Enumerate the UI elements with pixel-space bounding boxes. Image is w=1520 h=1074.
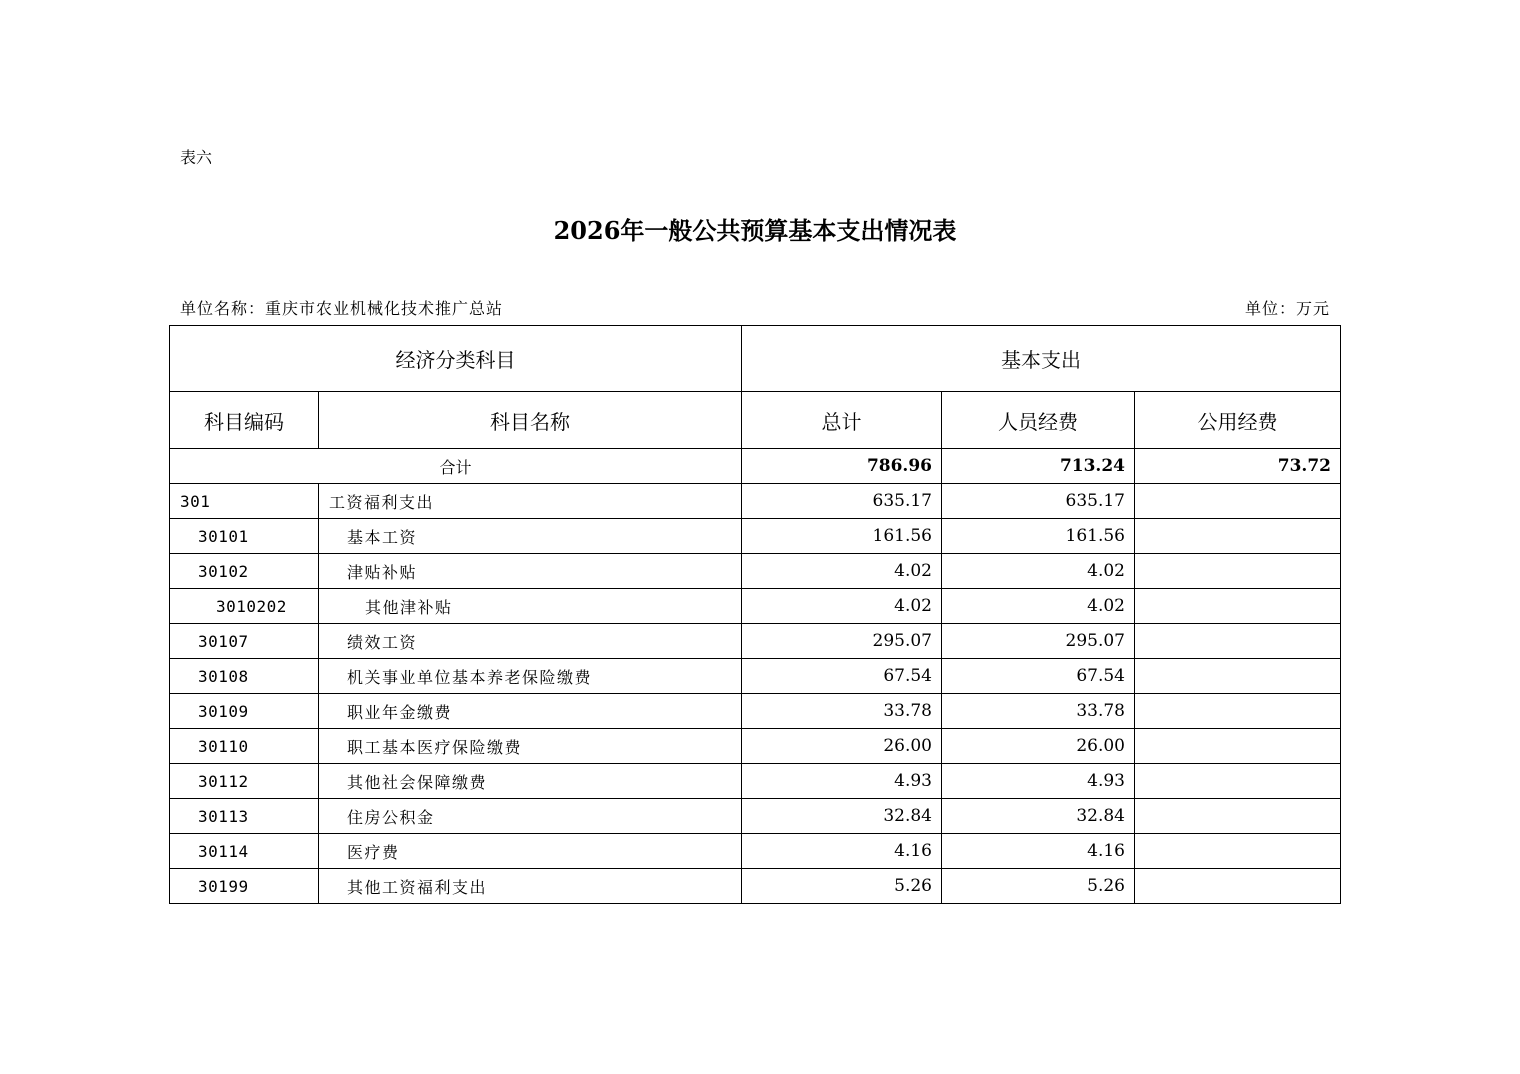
cell-code: 3010202 bbox=[170, 589, 319, 624]
cell-name: 基本工资 bbox=[319, 519, 742, 554]
header-total: 总计 bbox=[742, 392, 942, 449]
cell-name: 医疗费 bbox=[319, 834, 742, 869]
cell-name: 机关事业单位基本养老保险缴费 bbox=[319, 659, 742, 694]
cell-code: 30110 bbox=[170, 729, 319, 764]
cell-code: 30113 bbox=[170, 799, 319, 834]
cell-total: 67.54 bbox=[742, 659, 942, 694]
cell-public bbox=[1135, 799, 1341, 834]
cell-name: 绩效工资 bbox=[319, 624, 742, 659]
cell-total: 33.78 bbox=[742, 694, 942, 729]
total-public: 73.72 bbox=[1135, 449, 1341, 484]
cell-personnel: 26.00 bbox=[942, 729, 1135, 764]
cell-code: 30102 bbox=[170, 554, 319, 589]
cell-personnel: 67.54 bbox=[942, 659, 1135, 694]
cell-name: 职业年金缴费 bbox=[319, 694, 742, 729]
cell-public bbox=[1135, 834, 1341, 869]
cell-total: 161.56 bbox=[742, 519, 942, 554]
total-label: 合计 bbox=[170, 449, 742, 484]
cell-public bbox=[1135, 694, 1341, 729]
cell-name: 其他社会保障缴费 bbox=[319, 764, 742, 799]
cell-code: 30114 bbox=[170, 834, 319, 869]
header-basic-expenditure: 基本支出 bbox=[742, 326, 1341, 392]
header-row-group bbox=[170, 326, 1341, 392]
cell-code: 30112 bbox=[170, 764, 319, 799]
cell-name: 津贴补贴 bbox=[319, 554, 742, 589]
cell-public bbox=[1135, 624, 1341, 659]
page-title: 2026年一般公共预算基本支出情况表 bbox=[553, 216, 957, 245]
table-row bbox=[170, 554, 1341, 589]
header-public: 公用经费 bbox=[1135, 392, 1341, 449]
header-row-columns bbox=[170, 392, 1341, 449]
cell-public bbox=[1135, 659, 1341, 694]
cell-public bbox=[1135, 519, 1341, 554]
cell-personnel: 4.16 bbox=[942, 834, 1135, 869]
table-label: 表六 bbox=[180, 148, 213, 167]
cell-code: 30199 bbox=[170, 869, 319, 904]
cell-total: 4.02 bbox=[742, 554, 942, 589]
cell-personnel: 5.26 bbox=[942, 869, 1135, 904]
cell-name: 职工基本医疗保险缴费 bbox=[319, 729, 742, 764]
table-row bbox=[170, 624, 1341, 659]
table-row bbox=[170, 764, 1341, 799]
cell-total: 5.26 bbox=[742, 869, 942, 904]
total-row bbox=[170, 449, 1341, 484]
unit-name: 单位名称：重庆市农业机械化技术推广总站 bbox=[180, 299, 504, 318]
table-row bbox=[170, 799, 1341, 834]
header-personnel: 人员经费 bbox=[942, 392, 1135, 449]
cell-total: 4.02 bbox=[742, 589, 942, 624]
cell-public bbox=[1135, 729, 1341, 764]
cell-public bbox=[1135, 554, 1341, 589]
table-row bbox=[170, 484, 1341, 519]
cell-code: 301 bbox=[170, 484, 319, 519]
cell-total: 295.07 bbox=[742, 624, 942, 659]
cell-personnel: 32.84 bbox=[942, 799, 1135, 834]
table-row bbox=[170, 694, 1341, 729]
budget-table bbox=[169, 325, 1341, 904]
cell-personnel: 4.93 bbox=[942, 764, 1135, 799]
cell-total: 26.00 bbox=[742, 729, 942, 764]
cell-name: 其他津补贴 bbox=[319, 589, 742, 624]
cell-personnel: 33.78 bbox=[942, 694, 1135, 729]
cell-total: 32.84 bbox=[742, 799, 942, 834]
header-name: 科目名称 bbox=[319, 392, 742, 449]
table-row bbox=[170, 834, 1341, 869]
header-economic-category: 经济分类科目 bbox=[170, 326, 742, 392]
cell-name: 工资福利支出 bbox=[319, 484, 742, 519]
cell-public bbox=[1135, 484, 1341, 519]
cell-total: 4.93 bbox=[742, 764, 942, 799]
cell-total: 4.16 bbox=[742, 834, 942, 869]
cell-name: 其他工资福利支出 bbox=[319, 869, 742, 904]
cell-total: 635.17 bbox=[742, 484, 942, 519]
table-row bbox=[170, 519, 1341, 554]
table-row bbox=[170, 659, 1341, 694]
table-row bbox=[170, 589, 1341, 624]
table-row bbox=[170, 729, 1341, 764]
header-code: 科目编码 bbox=[170, 392, 319, 449]
table-row bbox=[170, 869, 1341, 904]
total-personnel: 713.24 bbox=[942, 449, 1135, 484]
cell-personnel: 295.07 bbox=[942, 624, 1135, 659]
total-total: 786.96 bbox=[742, 449, 942, 484]
cell-personnel: 4.02 bbox=[942, 589, 1135, 624]
cell-code: 30107 bbox=[170, 624, 319, 659]
cell-code: 30101 bbox=[170, 519, 319, 554]
cell-personnel: 4.02 bbox=[942, 554, 1135, 589]
cell-personnel: 161.56 bbox=[942, 519, 1135, 554]
cell-code: 30109 bbox=[170, 694, 319, 729]
cell-public bbox=[1135, 589, 1341, 624]
cell-personnel: 635.17 bbox=[942, 484, 1135, 519]
cell-public bbox=[1135, 869, 1341, 904]
cell-public bbox=[1135, 764, 1341, 799]
unit-label: 单位：万元 bbox=[1244, 299, 1330, 318]
cell-name: 住房公积金 bbox=[319, 799, 742, 834]
cell-code: 30108 bbox=[170, 659, 319, 694]
